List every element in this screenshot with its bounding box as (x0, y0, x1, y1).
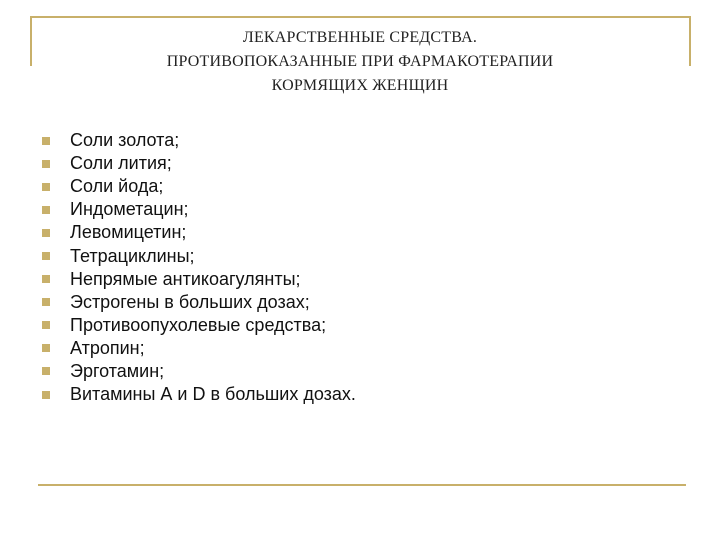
square-bullet-icon (42, 183, 50, 191)
list-item-label: Индометацин; (70, 199, 189, 220)
slide-title (60, 26, 660, 98)
title-line: КОРМЯЩИХ ЖЕНЩИН (271, 77, 449, 94)
square-bullet-icon (42, 367, 50, 375)
list-item (42, 268, 356, 291)
bottom-divider (38, 484, 686, 486)
list-item-label: Тетрациклины; (70, 245, 195, 266)
list-item-label: Противоопухолевые средства; (70, 314, 327, 335)
bullet-list (42, 129, 356, 406)
list-item (42, 175, 356, 198)
list-item (42, 152, 356, 175)
list-item (42, 221, 356, 244)
square-bullet-icon (42, 206, 50, 214)
square-bullet-icon (42, 321, 50, 329)
list-item-label: Соли золота; (70, 130, 180, 151)
list-item-label: Эстрогены в больших дозах; (70, 291, 310, 312)
list-item-label: Левомицетин; (70, 222, 187, 243)
list-item-label: Соли лития; (70, 153, 172, 174)
list-item-label: Атропин; (70, 337, 145, 358)
square-bullet-icon (42, 298, 50, 306)
list-item-label: Соли йода; (70, 176, 164, 197)
list-item (42, 383, 356, 406)
list-item-label: Непрямые антикоагулянты; (70, 268, 301, 289)
square-bullet-icon (42, 229, 50, 237)
square-bullet-icon (42, 344, 50, 352)
list-item (42, 129, 356, 152)
square-bullet-icon (42, 252, 50, 260)
square-bullet-icon (42, 137, 50, 145)
list-item-label: Витамины А и D в больших дозах. (70, 384, 356, 405)
square-bullet-icon (42, 275, 50, 283)
list-item (42, 337, 356, 360)
list-item (42, 314, 356, 337)
title-line: ЛЕКАРСТВЕННЫЕ СРЕДСТВА. (242, 29, 478, 46)
right-divider (689, 16, 691, 66)
list-item (42, 198, 356, 221)
list-item-label: Эрготамин; (70, 360, 165, 381)
square-bullet-icon (42, 391, 50, 399)
square-bullet-icon (42, 160, 50, 168)
left-divider (30, 16, 32, 66)
list-item (42, 244, 356, 267)
top-divider (30, 16, 690, 18)
list-item (42, 360, 356, 383)
list-item (42, 291, 356, 314)
title-line: ПРОТИВОПОКАЗАННЫЕ ПРИ ФАРМАКОТЕРАПИИ (166, 53, 554, 70)
